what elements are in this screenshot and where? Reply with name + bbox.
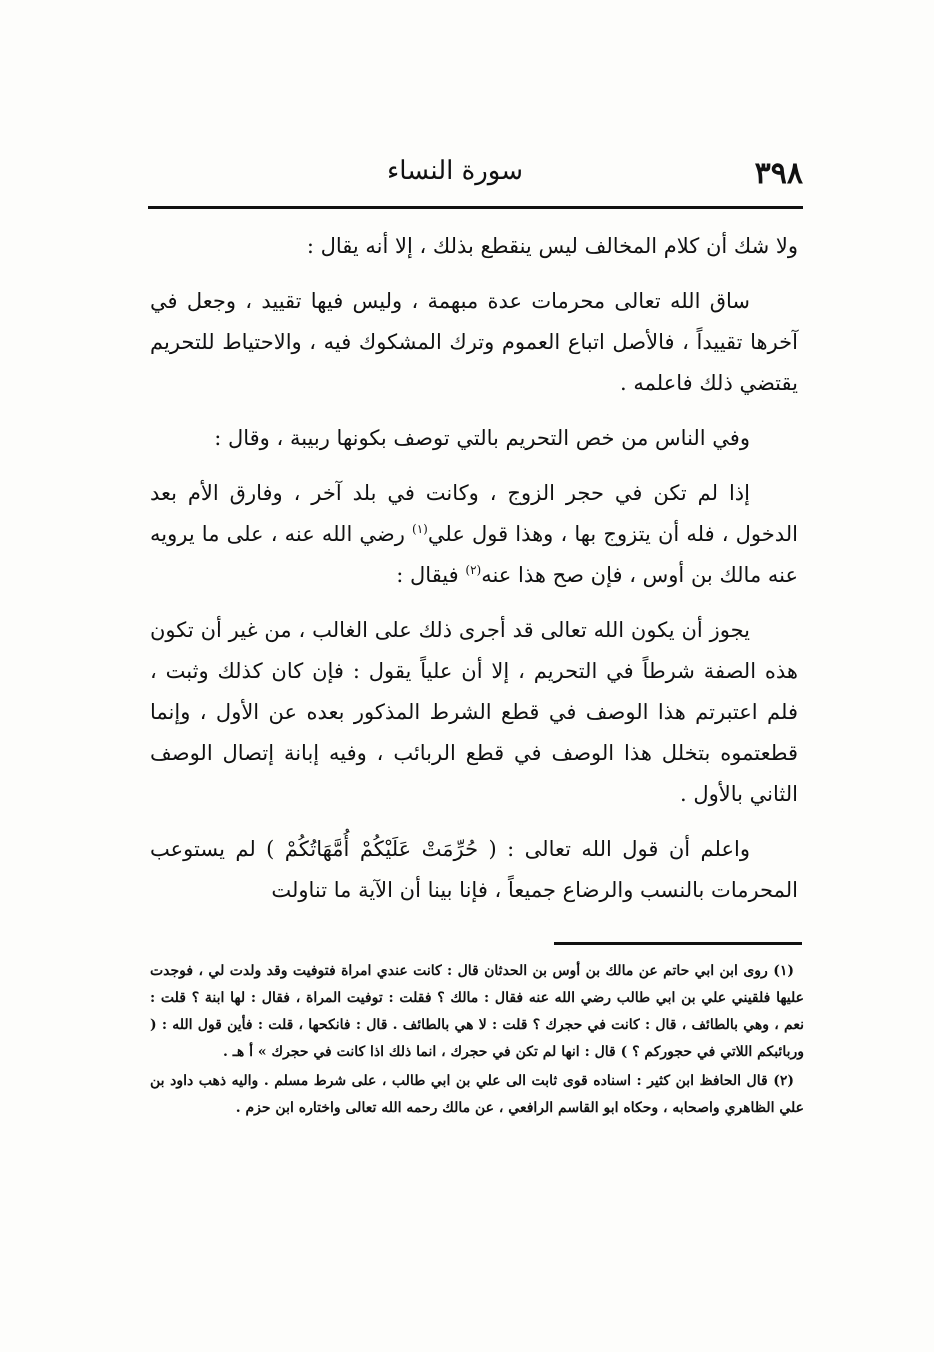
footnote-2: (٢) قال الحافظ ابن كثير : اسناده قوى ثابت الى علي بن ابي طالب ، على شرط مسلم . واليه ذهب داود بن علي الظاهري واصحابه ، وحكاه ابو القاسم الرافعي ، عن مالك رحمه الله تعالى واختاره ابن حزم . (150, 1073, 804, 1116)
paragraph-text: إذا لم تكن في حجر الزوج ، وكانت في بلد آخر ، وفارق الأم بعد الدخول ، فله أن يتزوج بها ، وهذا قول علي (150, 481, 798, 546)
paragraph: وفي الناس من خص التحريم بالتي توصف بكونها ربيبة ، وقال : (214, 426, 750, 450)
main-text (150, 226, 798, 925)
page-header (148, 150, 803, 200)
paragraph (150, 473, 798, 596)
page-number: ٣٩٨ (754, 156, 803, 191)
header-divider (148, 206, 803, 209)
footnotes (150, 958, 804, 1124)
paragraph: واعلم أن قول الله تعالى : ( حُرِّمَتْ عَلَيْكُمْ أُمَّهَاتُكُمْ ) لم يستوعب المحرمات بالنسب والرضاع جميعاً ، فإنا بينا أن الآية ما تناولت (150, 837, 798, 902)
paragraph-text: رضي الله عنه ، على ما يرويه عنه مالك بن أوس ، فإن صح هذا عنه (150, 522, 798, 587)
paragraph-text: فيقال : (396, 563, 466, 587)
paragraph: ولا شك أن كلام المخالف ليس ينقطع بذلك ، إلا أنه يقال : (306, 234, 798, 258)
footnote-ref-2: (٢) (465, 563, 482, 577)
footnote-divider (554, 942, 802, 945)
paragraph: ساق الله تعالى محرمات عدة مبهمة ، وليس فيها تقييد ، وجعل في آخرها تقييداً ، فالأصل اتباع العموم وترك المشكوك فيه ، والاحتياط للتحريم يقتضي ذلك فاعلمه . (150, 289, 798, 395)
footnote-ref-1: (١) (412, 522, 428, 536)
running-title: سورة النساء (387, 156, 523, 186)
paragraph: يجوز أن يكون الله تعالى قد أجرى ذلك على الغالب ، من غير أن تكون هذه الصفة شرطاً في التحريم ، إلا أن علياً يقول : فإن كان كذلك وثبت ، فلم اعتبرتم هذا الوصف في قطع الشرط المذكور بعده عن الأول ، وإنما قطعتموه بتخلل هذا الوصف في قطع الربائب ، وفيه إبانة إتصال الوصف الثاني بالأول . (150, 618, 798, 806)
footnote-1: (١) روى ابن ابي حاتم عن مالك بن أوس بن الحدثان قال : كانت عندي امراة فتوفيت وقد ولدت لي ، فوجدت عليها فلقيني علي بن ابي طالب رضي الله عنه فقال : مالك ؟ فقلت : توفيت المراة ، فقال : لها ابنة ؟ قلت : نعم ، وهي بالطائف ، قال : كانت في حجرك ؟ قلت : لا هي بالطائف . قال : فانكحها ، قلت : فأين قول الله : ( وربائبكم اللاتي في حجوركم ؟ ) قال : انها لم تكن في حجرك ، انما ذلك اذا كانت في حجرك » أ هـ . (150, 963, 804, 1060)
